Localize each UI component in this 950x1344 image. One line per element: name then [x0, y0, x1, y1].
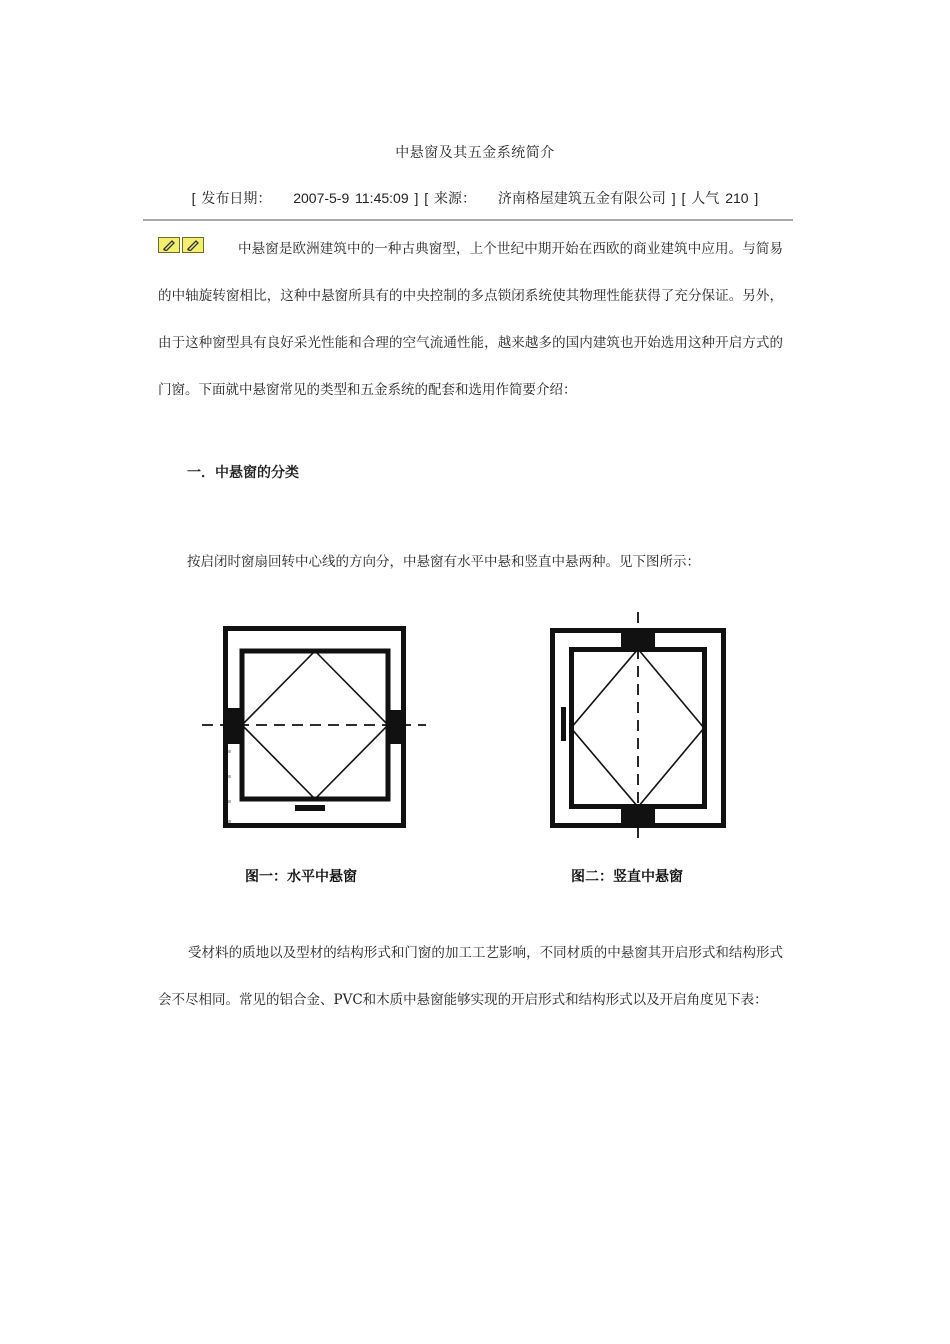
article-meta	[0, 188, 950, 208]
views-value: 210 ]	[725, 190, 759, 206]
intro-paragraph: 中悬窗是欧洲建筑中的一种古典窗型，上个世纪中期开始在西欧的商业建筑中应用。与简易的中轴旋转窗相比，这种中悬窗所具有的中央控制的多点锁闭系统使其物理性能获得了充分保证。另外，由于这种窗型具有良好采光性能和合理的空气流通性能，越来越多的国内建筑也开始选用这种开启方式的门窗。下面就中悬窗常见的类型和五金系统的配套和选用作简要介绍：	[158, 241, 783, 398]
header-divider	[143, 219, 793, 221]
figure-2-caption: 图二：竖直中悬窗	[571, 869, 683, 885]
section-heading: 一．中悬窗的分类	[187, 465, 299, 481]
figure-1-caption: 图一：水平中悬窗	[245, 869, 357, 885]
source-label: [ 来源：	[424, 190, 477, 206]
figure-vertical-pivot-window	[549, 610, 729, 840]
views-label: [ 人气	[681, 190, 720, 206]
figure-horizontal-pivot-window	[198, 620, 434, 832]
article-title: 中悬窗及其五金系统简介	[395, 145, 555, 161]
classification-paragraph: 按启闭时窗扇回转中心线的方向分，中悬窗有水平中悬和竖直中悬两种。见下图所示：	[187, 554, 700, 570]
material-paragraph: 受材料的质地以及型材的结构形式和门窗的加工工艺影响，不同材质的中悬窗其开启形式和结构形式会不尽相同。常见的铝合金、PVC和木质中悬窗能够实现的开启形式和结构形式以及开启角度见下表：	[158, 945, 783, 1008]
source-value: 济南格屋建筑五金有限公司 ]	[497, 190, 676, 206]
date-value: 2007-5-9 11:45:09 ]	[293, 190, 419, 206]
date-label: [ 发布日期：	[191, 190, 272, 206]
